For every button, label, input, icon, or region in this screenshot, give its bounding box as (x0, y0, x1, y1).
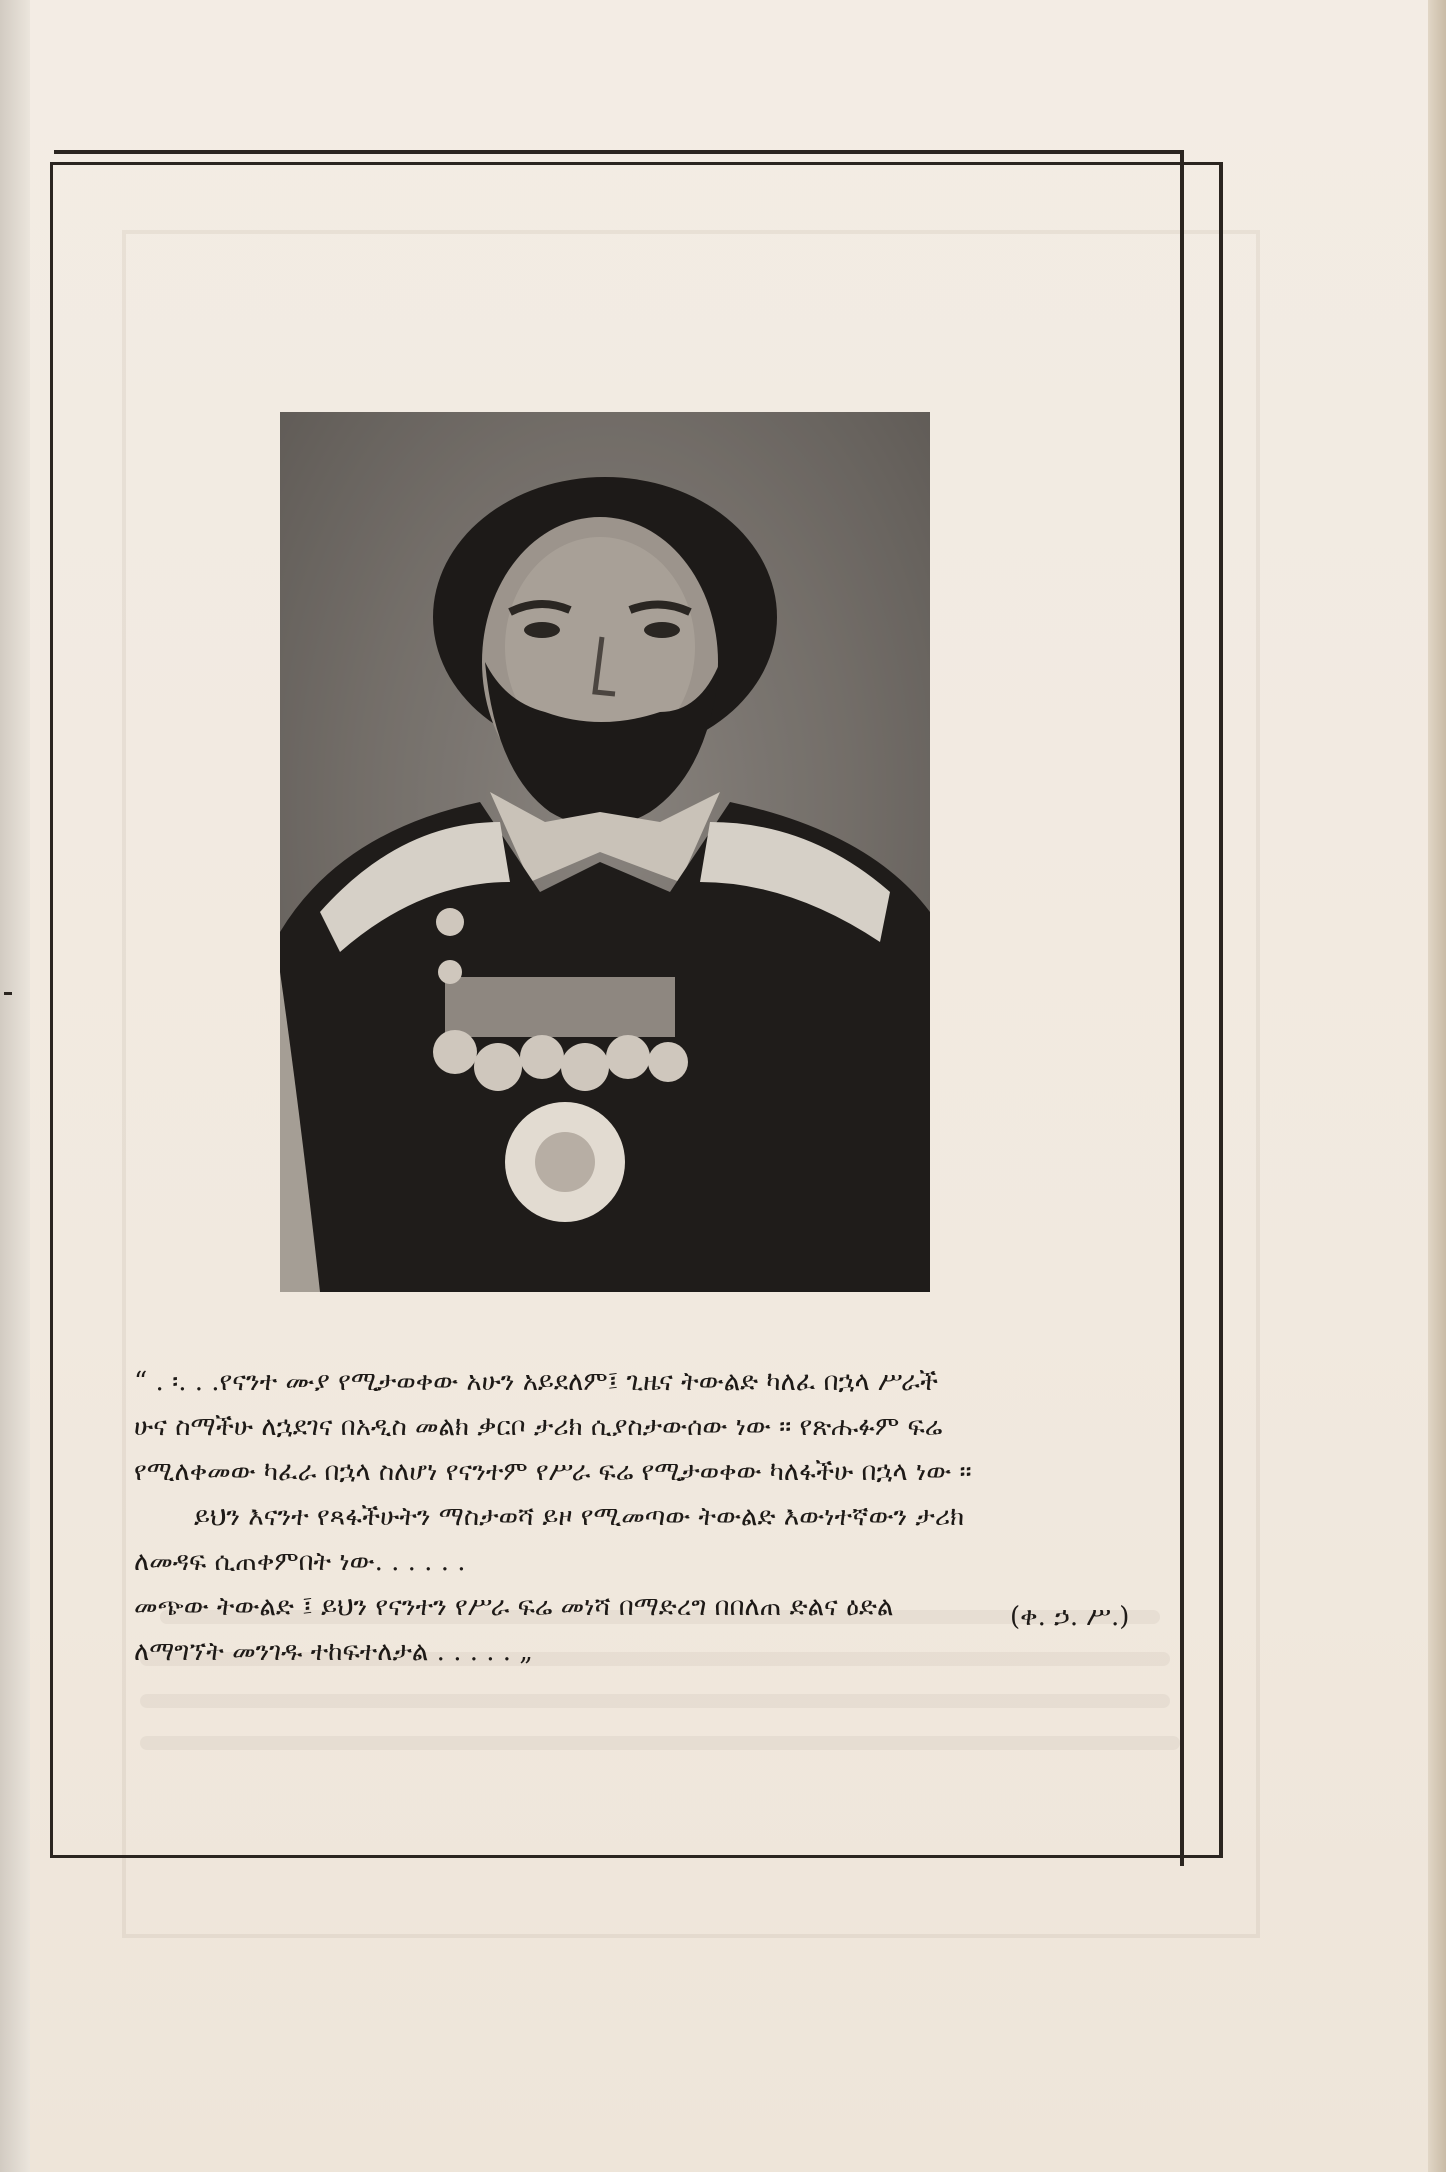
portrait-illustration (280, 412, 930, 1292)
quote-block (134, 1360, 1194, 1675)
quote-line: ሁና ስማችሁ ለኋደገና በአዲስ መልክ ቃርቦ ታሪክ ሲያስታውሰው ነው ። የጽሑፉም ፍሬ (134, 1412, 943, 1442)
quote-line: የሚለቀመው ካፈራ በኋላ ስለሆነ የናንተም የሥራ ፍሬ የሚታወቀው ካለፋችሁ በኋላ ነው ። (134, 1457, 972, 1487)
portrait-photo (280, 412, 930, 1292)
quote-line: መጭው ትውልድ ፤ ይህን የናንተን የሥራ ፍሬ መነሻ በማድረግ በበለጠ ድልና ዕድል (134, 1592, 894, 1622)
quote-line: ለማግኘት መንገዱ ተከፍተለታል . . . . . „ (134, 1637, 533, 1667)
quote-line: ይህን እናንተ የጻፋችሁትን ማስታወሻ ይዞ የሚመጣው ትውልድ እውነተኛውን ታሪክ (194, 1502, 965, 1532)
quote-attribution: (ቀ. ኃ. ሥ.) (1010, 1602, 1130, 1632)
book-spine-edge (1428, 0, 1446, 2172)
quote-line: “ . ፡. . .የናንተ ሙያ የሚታወቀው አሁን አይደለም፤ ጊዜና ትውልድ ካለፈ በኋላ ሥራች (134, 1367, 939, 1397)
adjacent-page-edge (0, 0, 30, 2172)
page-edge-mark (4, 992, 12, 995)
book-page (30, 0, 1428, 2172)
quote-line: ለመዳፍ ሲጠቀምበት ነው. . . . . . (134, 1547, 466, 1577)
